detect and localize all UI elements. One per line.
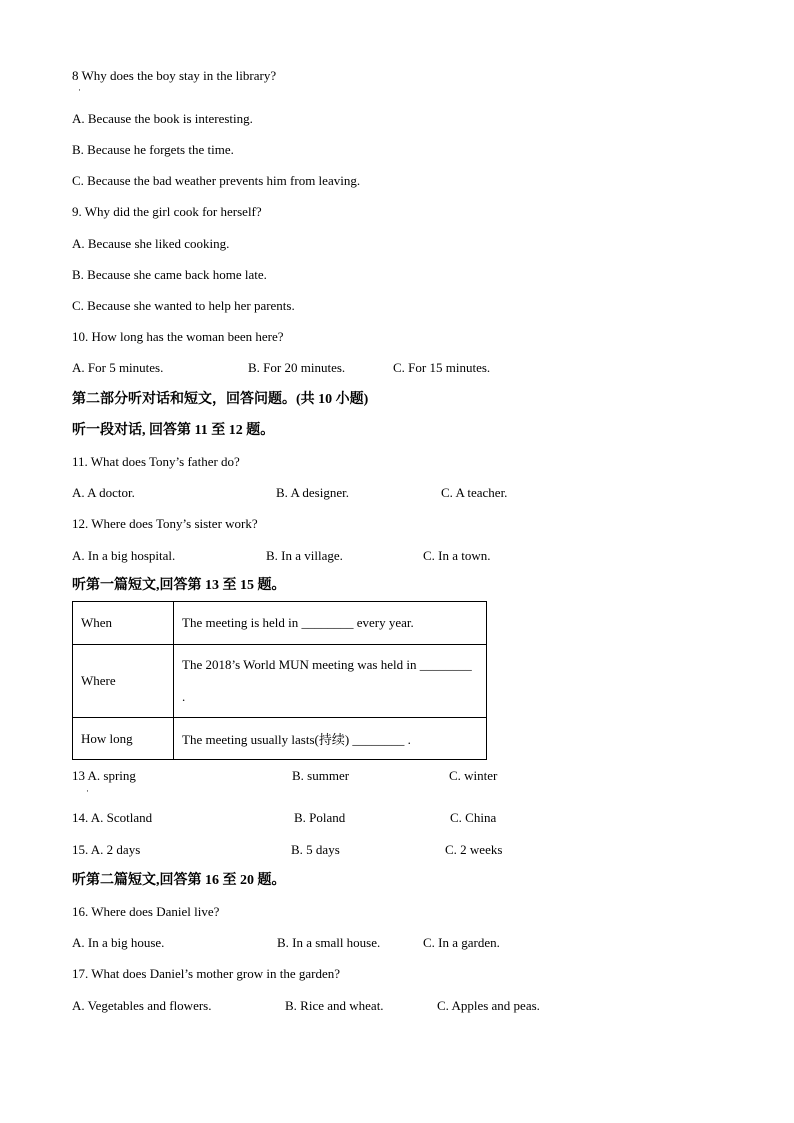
- q12-option-c: C. In a town.: [423, 548, 491, 563]
- question-12: 12. Where does Tony’s sister work?: [72, 516, 258, 531]
- q16-option-c: C. In a garden.: [423, 935, 500, 950]
- q12-option-b: B. In a village.: [266, 548, 343, 563]
- q13-option-b: B. summer: [292, 768, 350, 783]
- table-row: [73, 602, 487, 645]
- question-16: 16. Where does Daniel live?: [72, 904, 220, 919]
- q17-option-b: B. Rice and wheat.: [285, 998, 384, 1013]
- question-9: 9. Why did the girl cook for herself?: [72, 204, 262, 219]
- dot-mark: ·: [86, 786, 89, 796]
- section-2-title: 第二部分听对话和短文，回答问题。(共 10 小题): [72, 392, 369, 407]
- q11-option-a: A. A doctor.: [72, 485, 135, 500]
- q16-option-b: B. In a small house.: [277, 935, 381, 950]
- q13-option-c: C. winter: [449, 768, 498, 783]
- dot-mark: ·: [78, 85, 81, 95]
- info-table: [72, 601, 487, 760]
- question-10: 10. How long has the woman been here?: [72, 329, 284, 344]
- question-17: 17. What does Daniel’s mother grow in the garden?: [72, 966, 340, 981]
- table-label: How long: [73, 718, 174, 760]
- table-label: Where: [73, 645, 174, 718]
- dialog-title: 听一段对话, 回答第 11 至 12 题。: [72, 423, 275, 438]
- q14-option-a: 14. A. Scotland: [72, 810, 153, 825]
- passage-2-title: 听第二篇短文,回答第 16 至 20 题。: [72, 873, 286, 888]
- q15-option-a: 15. A. 2 days: [72, 842, 141, 857]
- q8-option-a: A. Because the book is interesting.: [72, 111, 253, 126]
- q10-option-c: C. For 15 minutes.: [393, 360, 491, 375]
- table-cell: The 2018’s World MUN meeting was held in ________ .: [174, 645, 487, 718]
- q14-option-c: C. China: [450, 810, 497, 825]
- table-cell: The meeting is held in ________ every year.: [174, 602, 487, 645]
- question-8: 8 Why does the boy stay in the library?: [72, 68, 277, 83]
- q15-option-b: B. 5 days: [291, 842, 340, 857]
- q11-option-b: B. A designer.: [276, 485, 349, 500]
- passage-1-title: 听第一篇短文,回答第 13 至 15 题。: [72, 578, 286, 593]
- table-cell: The meeting usually lasts(持续) ________ .: [174, 718, 487, 760]
- q9-option-c: C. Because she wanted to help her parents.: [72, 298, 295, 313]
- q10-option-b: B. For 20 minutes.: [248, 360, 346, 375]
- q14-option-b: B. Poland: [294, 810, 346, 825]
- q8-option-b: B. Because he forgets the time.: [72, 142, 234, 157]
- q17-option-a: A. Vegetables and flowers.: [72, 998, 212, 1013]
- q15-option-c: C. 2 weeks: [445, 842, 503, 857]
- q16-option-a: A. In a big house.: [72, 935, 165, 950]
- table-label: When: [73, 602, 174, 645]
- q9-option-b: B. Because she came back home late.: [72, 267, 267, 282]
- q12-option-a: A. In a big hospital.: [72, 548, 176, 563]
- table-row: [73, 718, 487, 760]
- q8-option-c: C. Because the bad weather prevents him from leaving.: [72, 173, 361, 188]
- q9-option-a: A. Because she liked cooking.: [72, 236, 230, 251]
- table-row: [73, 645, 487, 718]
- q11-option-c: C. A teacher.: [441, 485, 508, 500]
- question-11: 11. What does Tony’s father do?: [72, 454, 240, 469]
- q17-option-c: C. Apples and peas.: [437, 998, 540, 1013]
- q10-option-a: A. For 5 minutes.: [72, 360, 164, 375]
- q13-option-a: 13 A. spring: [72, 768, 136, 783]
